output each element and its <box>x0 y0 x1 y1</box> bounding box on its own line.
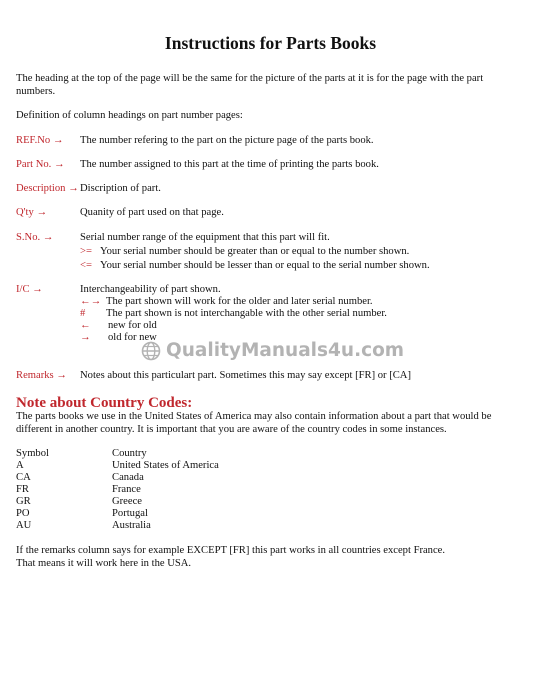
watermark <box>141 340 404 362</box>
ic-description: Interchangeability of part shown. <box>80 284 221 295</box>
table-header-country: Country <box>112 448 147 459</box>
right-arrow-icon: → <box>80 332 91 343</box>
description-label: Description → <box>16 183 79 194</box>
sno-description: Serial number range of the equipment that this part will fit. <box>80 232 330 243</box>
table-row-symbol: GR <box>16 496 31 507</box>
le-symbol: <= <box>80 260 92 271</box>
ref-no-description: The number refering to the part on the picture page of the parts book. <box>80 135 374 146</box>
footer-line-1: If the remarks column says for example EXCEPT [FR] this part works in all countries except France. <box>16 545 446 556</box>
table-header-symbol: Symbol <box>16 448 49 459</box>
part-no-label: Part No. → <box>16 159 65 170</box>
qty-description: Quanity of part used on that page. <box>80 207 224 218</box>
page-title: Instructions for Parts Books <box>164 33 377 53</box>
left-text: new for old <box>108 320 157 331</box>
both-text: The part shown will work for the older and later serial number. <box>106 296 373 307</box>
footer-line-2: That means it will work here in the USA. <box>16 558 192 569</box>
country-codes-heading: Note about Country Codes: <box>16 395 193 411</box>
table-row-symbol: PO <box>16 508 30 519</box>
table-row-country: Canada <box>112 472 144 483</box>
sno-label: S.No. → <box>16 232 54 243</box>
watermark-text: QualityManuals4u.com <box>166 340 405 361</box>
table-row-country: Portugal <box>112 508 148 519</box>
table-row-symbol: FR <box>16 484 29 495</box>
table-row-country: Greece <box>112 496 142 507</box>
intro-paragraph: The heading at the top of the page will be the same for the picture of the parts at it is for the page with the part numbers. <box>16 73 484 97</box>
le-text: Your serial number should be lesser than or equal to the serial number shown. <box>100 260 430 271</box>
ic-label: I/C → <box>16 284 43 295</box>
ge-text: Your serial number should be greater than or equal to the number shown. <box>100 246 410 257</box>
definition-heading: Definition of column headings on part number pages: <box>16 110 243 121</box>
hash-text: The part shown is not interchangable with the other serial number. <box>106 308 387 319</box>
ge-symbol: >= <box>80 246 92 257</box>
remarks-description: Notes about this particulart part. Sometimes this may say except [FR] or [CA] <box>80 370 411 381</box>
part-no-description: The number assigned to this part at the time of printing the parts book. <box>80 159 379 170</box>
left-arrow-icon: ← <box>80 320 91 331</box>
description-description: Discription of part. <box>80 183 161 194</box>
table-row-symbol: AU <box>16 520 32 531</box>
qty-label: Q'ty → <box>16 207 48 218</box>
right-text: old for new <box>108 332 157 343</box>
globe-icon <box>141 341 161 361</box>
table-row-symbol: A <box>16 460 24 471</box>
table-row-country: Australia <box>112 520 151 531</box>
ref-no-label: REF.No → <box>16 135 64 146</box>
table-row-symbol: CA <box>16 472 31 483</box>
table-row-country: France <box>112 484 141 495</box>
table-row-country: United States of America <box>112 460 219 471</box>
country-intro-paragraph: The parts books we use in the United States of America may also contain information about a part that would be different in another country. It is important that you are aware of the country codes in some instances. <box>16 411 492 435</box>
both-arrow-icon: ←→ <box>80 296 102 307</box>
hash-symbol: # <box>80 308 86 319</box>
remarks-label: Remarks → <box>16 370 67 381</box>
